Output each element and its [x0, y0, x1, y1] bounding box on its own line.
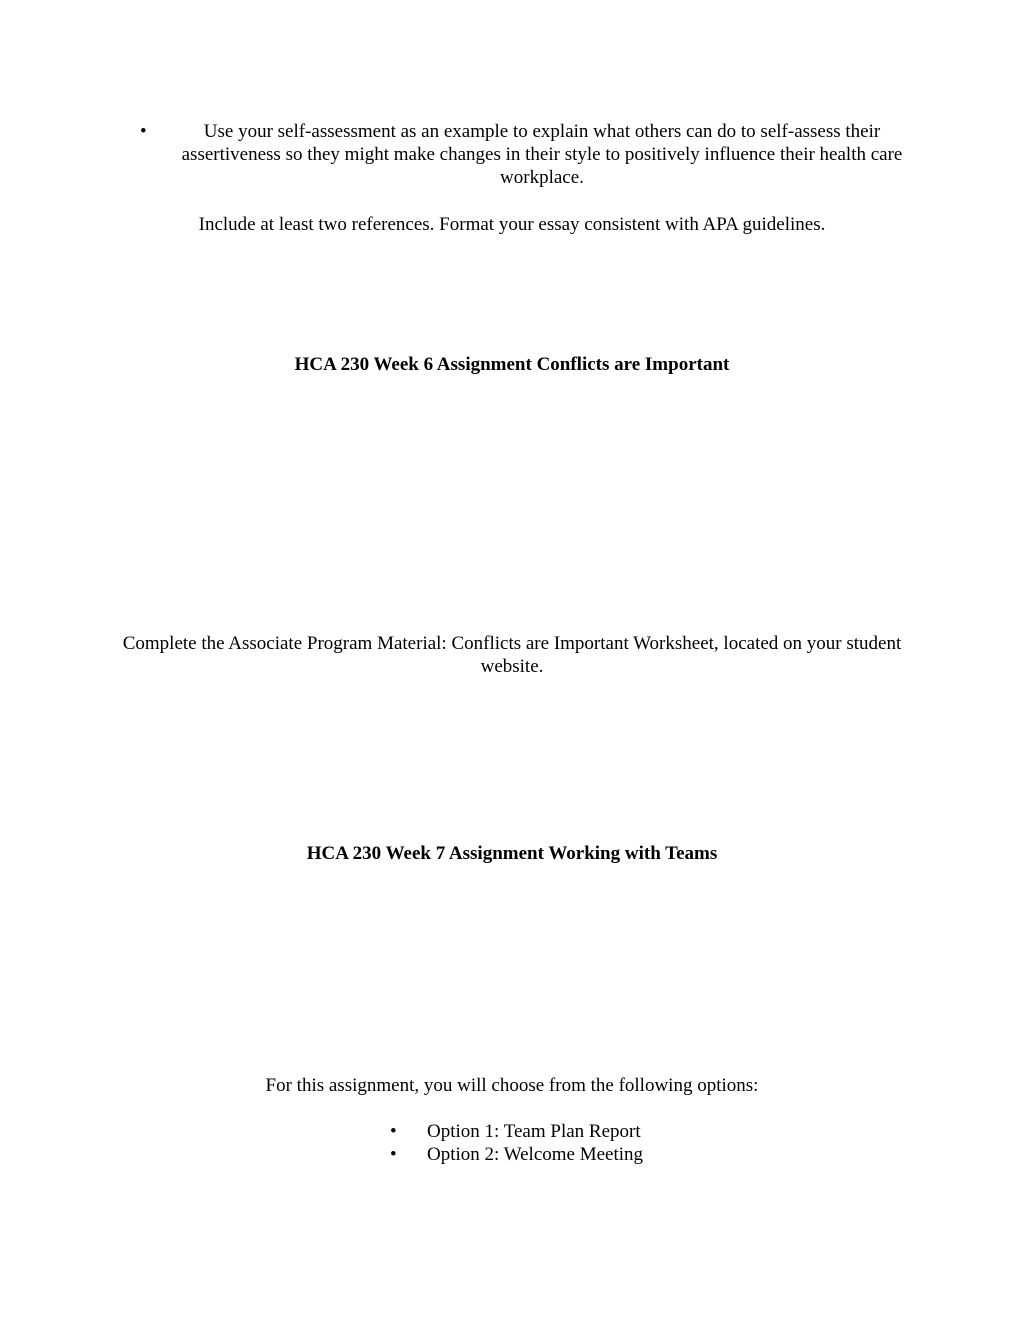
list-item — [390, 1120, 690, 1143]
option-label: Option 1: Team Plan Report — [427, 1121, 641, 1142]
intro-bullet-text: Use your self-assessment as an example to explain what others can do to self-assess their assertiveness so they might make changes in their style to positively influence their health care workplace. — [181, 121, 903, 188]
references-line: Include at least two references. Format your essay consistent with APA guidelines. — [198, 214, 826, 235]
week6-body: Complete the Associate Program Material: Conflicts are Important Worksheet, located on your student website. — [122, 633, 902, 677]
week6-heading: HCA 230 Week 6 Assignment Conflicts are Important — [294, 354, 730, 375]
options-list — [0, 1120, 1024, 1166]
week7-heading: HCA 230 Week 7 Assignment Working with Teams — [306, 843, 718, 864]
bullet-icon: • — [390, 1121, 397, 1142]
bullet-icon: • — [140, 121, 147, 142]
bullet-icon: • — [390, 1144, 397, 1165]
list-item — [390, 1143, 690, 1166]
week7-body: For this assignment, you will choose from the following options: — [265, 1075, 759, 1096]
intro-bullet-item — [140, 120, 920, 189]
option-label: Option 2: Welcome Meeting — [427, 1144, 644, 1165]
